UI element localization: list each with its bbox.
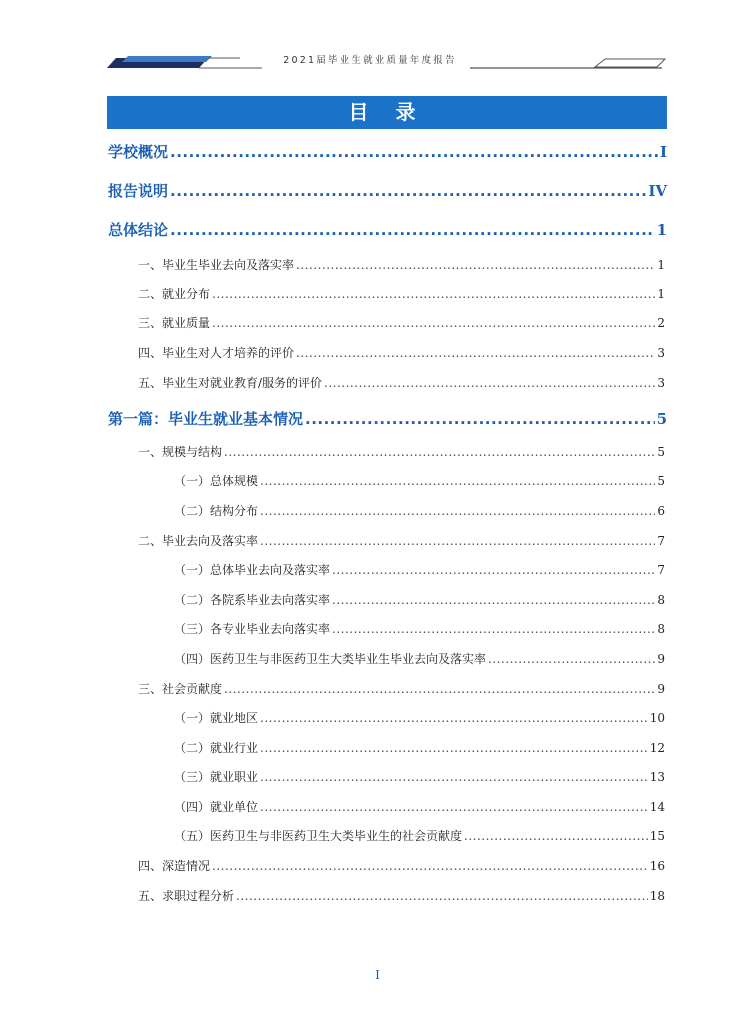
toc-leader-dots: [260, 474, 655, 488]
toc-title: 目 录: [107, 96, 667, 129]
toc-leader-dots: [305, 410, 655, 428]
toc-leader-dots: [170, 143, 658, 161]
toc-leader-dots: [332, 622, 655, 636]
toc-entry[interactable]: [174, 620, 665, 637]
toc-page-number: 3: [657, 346, 665, 360]
toc-entry-label: 一、毕业生毕业去向及落实率: [138, 258, 295, 272]
toc-page-number: 5: [656, 410, 667, 428]
toc-entry-label: 总体结论: [108, 221, 169, 239]
toc-entry-label: （二）就业行业: [174, 741, 259, 755]
toc-leader-dots: [212, 287, 655, 301]
toc-entry-part-one[interactable]: [108, 408, 667, 429]
toc-leader-dots: [260, 711, 648, 725]
toc-entry-label: （五）医药卫生与非医药卫生大类毕业生的社会贡献度: [174, 829, 463, 843]
toc-page-number: 3: [657, 376, 665, 390]
toc-entry-label: 三、就业质量: [138, 316, 211, 330]
toc-entry-overall-conclusion[interactable]: [108, 219, 667, 240]
toc-entry[interactable]: [138, 532, 665, 549]
toc-leader-dots: [464, 829, 648, 843]
toc-page-number: 14: [649, 800, 665, 814]
toc-entry[interactable]: [174, 798, 665, 815]
toc-page-number: 2: [657, 316, 665, 330]
toc-entry-label: （三）就业职业: [174, 770, 259, 784]
toc-leader-dots: [296, 258, 655, 272]
header-title: 2021届毕业生就业质量年度报告: [283, 55, 457, 66]
toc-leader-dots: [332, 593, 655, 607]
toc-leader-dots: [224, 682, 655, 696]
toc-entry-label: 四、毕业生对人才培养的评价: [138, 346, 295, 360]
toc-page-number: 1: [657, 287, 665, 301]
toc-entry-label: 第一篇：毕业生就业基本情况: [108, 410, 304, 428]
toc-page-number: 7: [657, 563, 665, 577]
toc-entry[interactable]: [174, 591, 665, 608]
toc-leader-dots: [260, 770, 648, 784]
toc-entry-label: 五、毕业生对就业教育/服务的评价: [138, 376, 323, 390]
toc-page-number: 9: [657, 682, 665, 696]
toc-page-number: 9: [657, 652, 665, 666]
toc-entry[interactable]: [138, 344, 665, 361]
toc-entry[interactable]: [174, 827, 665, 844]
toc-leader-dots: [260, 800, 648, 814]
toc-entry-label: （四）医药卫生与非医药卫生大类毕业生毕业去向及落实率: [174, 652, 487, 666]
toc-entry[interactable]: [138, 256, 665, 273]
toc-entry[interactable]: [174, 739, 665, 756]
toc-entry[interactable]: [174, 502, 665, 519]
toc-leader-dots: [170, 221, 655, 239]
toc-entry-label: 三、社会贡献度: [138, 682, 223, 696]
toc-entry-label: （一）总体规模: [174, 474, 259, 488]
toc-entry-label: （一）就业地区: [174, 711, 259, 725]
toc-entry-label: 报告说明: [108, 182, 169, 200]
toc-entry[interactable]: [174, 650, 665, 667]
toc-entry[interactable]: [138, 680, 665, 697]
toc-entry-label: （二）结构分布: [174, 504, 259, 518]
toc-page-number: 15: [649, 829, 665, 843]
toc-entry[interactable]: [174, 561, 665, 578]
toc-page-number: 7: [657, 534, 665, 548]
toc-entry[interactable]: [138, 443, 665, 460]
toc-entry-label: （一）总体毕业去向及落实率: [174, 563, 331, 577]
toc-page-number: 13: [649, 770, 665, 784]
toc-entry-label: 四、深造情况: [138, 859, 211, 873]
toc-entry-label: （四）就业单位: [174, 800, 259, 814]
toc-entry-label: 五、求职过程分析: [138, 889, 235, 903]
toc-leader-dots: [170, 182, 646, 200]
toc-page-number: 10: [649, 711, 665, 725]
header-decoration: [0, 0, 755, 80]
toc-entry-label: 二、就业分布: [138, 287, 211, 301]
toc-leader-dots: [260, 534, 655, 548]
toc-page-number: IV: [648, 182, 667, 200]
toc-page-number: 8: [657, 593, 665, 607]
toc-entry-label: （二）各院系毕业去向落实率: [174, 593, 331, 607]
toc-leader-dots: [212, 316, 655, 330]
toc-entry-label: 学校概况: [108, 143, 169, 161]
toc-entry[interactable]: [138, 314, 665, 331]
toc-entry-school-overview[interactable]: [108, 141, 667, 162]
toc-entry[interactable]: [174, 709, 665, 726]
toc-page-number: 1: [656, 221, 667, 239]
toc-entry-label: 二、毕业去向及落实率: [138, 534, 259, 548]
toc-leader-dots: [260, 504, 655, 518]
toc-page-number: 12: [649, 741, 665, 755]
toc-entry-label: 一、规模与结构: [138, 445, 223, 459]
toc-entry[interactable]: [138, 285, 665, 302]
toc-leader-dots: [488, 652, 655, 666]
page-header: [0, 0, 755, 80]
toc-leader-dots: [324, 376, 655, 390]
toc-entry[interactable]: [138, 887, 665, 904]
toc-leader-dots: [212, 859, 648, 873]
toc-leader-dots: [260, 741, 648, 755]
toc-entry[interactable]: [138, 857, 665, 874]
toc-page-number: 6: [657, 504, 665, 518]
toc-entry[interactable]: [174, 768, 665, 785]
toc-leader-dots: [224, 445, 655, 459]
toc-entry[interactable]: [174, 472, 665, 489]
toc-page-number: 5: [657, 474, 665, 488]
toc-leader-dots: [236, 889, 648, 903]
toc-page-number: 16: [649, 859, 665, 873]
toc-page-number: I: [659, 143, 667, 161]
toc-page-number: 8: [657, 622, 665, 636]
toc-page-number: 18: [649, 889, 665, 903]
toc-leader-dots: [332, 563, 655, 577]
footer-page-number: I: [375, 968, 380, 982]
toc-leader-dots: [296, 346, 655, 360]
toc-entry-report-notes[interactable]: [108, 180, 667, 201]
toc-entry-label: （三）各专业毕业去向落实率: [174, 622, 331, 636]
toc-entry[interactable]: [138, 374, 665, 391]
toc-page-number: 1: [657, 258, 665, 272]
toc-page-number: 5: [657, 445, 665, 459]
